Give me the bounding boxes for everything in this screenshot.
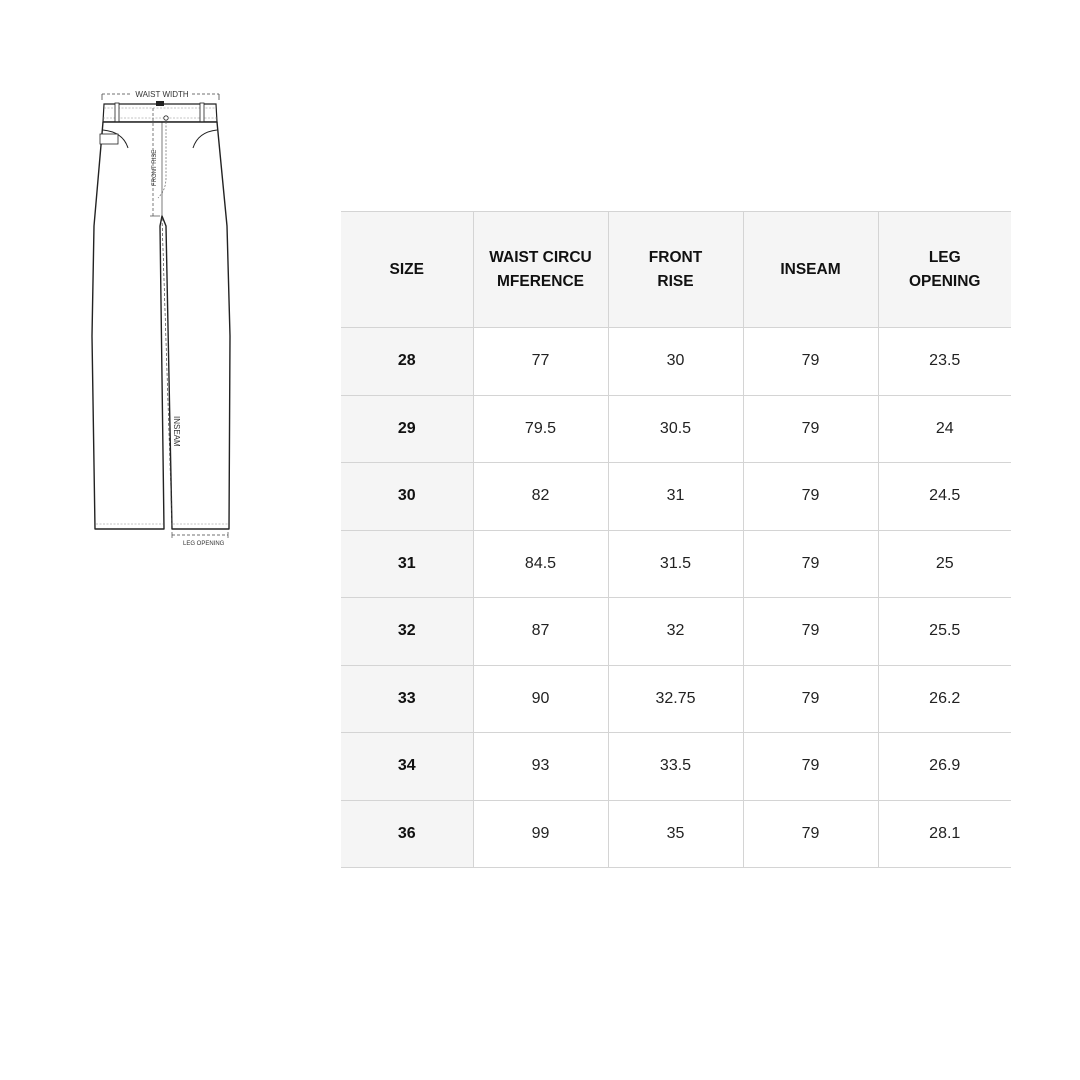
inseam-cell: 79: [743, 463, 878, 531]
front-rise-cell: 35: [608, 800, 743, 868]
inseam-cell: 79: [743, 733, 878, 801]
table-row: [341, 800, 1011, 868]
waist-cell: 77: [473, 328, 608, 396]
leg-opening-label: LEG OPENING: [183, 541, 225, 547]
size-cell: 30: [341, 463, 473, 531]
leg-opening-cell: 28.1: [878, 800, 1011, 868]
leg-opening-cell: 26.9: [878, 733, 1011, 801]
table-row: [341, 463, 1011, 531]
header-size: SIZE: [341, 212, 473, 328]
front-rise-label: FRONT RISE: [152, 149, 158, 186]
front-rise-cell: 32: [608, 598, 743, 666]
waist-cell: 82: [473, 463, 608, 531]
pants-measurement-diagram: [88, 86, 248, 556]
header-front-rise: FRONT RISE: [608, 212, 743, 328]
size-cell: 28: [341, 328, 473, 396]
table-row: [341, 395, 1011, 463]
front-rise-cell: 31.5: [608, 530, 743, 598]
header-leg-opening: LEG OPENING: [878, 212, 1011, 328]
header-waist-circumference: WAIST CIRCUMFERENCE: [473, 212, 608, 328]
waist-cell: 87: [473, 598, 608, 666]
front-rise-cell: 33.5: [608, 733, 743, 801]
size-cell: 36: [341, 800, 473, 868]
header-inseam: INSEAM: [743, 212, 878, 328]
pants-outline-icon: [88, 86, 248, 556]
table-row: [341, 733, 1011, 801]
front-rise-cell: 30.5: [608, 395, 743, 463]
front-rise-cell: 31: [608, 463, 743, 531]
waist-cell: 99: [473, 800, 608, 868]
inseam-cell: 79: [743, 598, 878, 666]
size-cell: 31: [341, 530, 473, 598]
table-row: [341, 530, 1011, 598]
inseam-cell: 79: [743, 395, 878, 463]
table-row: [341, 598, 1011, 666]
leg-opening-cell: 25: [878, 530, 1011, 598]
inseam-cell: 79: [743, 665, 878, 733]
size-cell: 32: [341, 598, 473, 666]
size-cell: 29: [341, 395, 473, 463]
leg-opening-cell: 24: [878, 395, 1011, 463]
table-row: [341, 665, 1011, 733]
front-rise-cell: 30: [608, 328, 743, 396]
inseam-label: INSEAM: [172, 416, 181, 447]
leg-opening-cell: 26.2: [878, 665, 1011, 733]
inseam-cell: 79: [743, 800, 878, 868]
waist-cell: 84.5: [473, 530, 608, 598]
table-header-row: [341, 212, 1011, 328]
size-cell: 33: [341, 665, 473, 733]
waist-width-label: WAIST WIDTH: [135, 90, 189, 99]
table-row: [341, 328, 1011, 396]
waist-cell: 93: [473, 733, 608, 801]
inseam-cell: 79: [743, 328, 878, 396]
size-cell: 34: [341, 733, 473, 801]
waist-cell: 79.5: [473, 395, 608, 463]
leg-opening-cell: 23.5: [878, 328, 1011, 396]
leg-opening-cell: 24.5: [878, 463, 1011, 531]
size-chart-table: [341, 211, 1011, 868]
inseam-cell: 79: [743, 530, 878, 598]
leg-opening-cell: 25.5: [878, 598, 1011, 666]
front-rise-cell: 32.75: [608, 665, 743, 733]
waist-cell: 90: [473, 665, 608, 733]
